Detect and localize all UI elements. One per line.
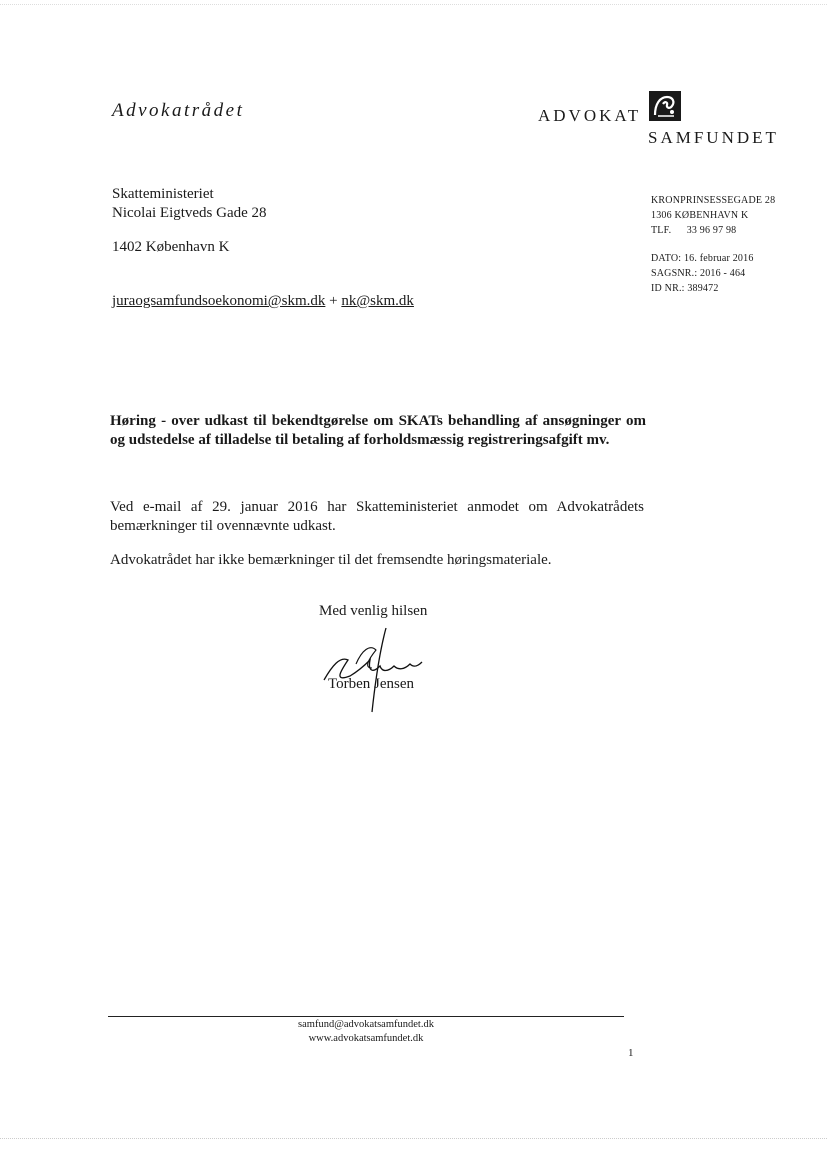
page-edge-top: [0, 4, 827, 6]
page-number: 1: [628, 1047, 634, 1059]
footer-website[interactable]: www.advokatsamfundet.dk: [308, 1033, 424, 1044]
sender-city: 1306 KØBENHAVN K: [651, 210, 749, 221]
footer-email[interactable]: samfund@advokatsamfundet.dk: [298, 1019, 434, 1030]
sender-phone: [651, 223, 736, 239]
footer-divider: [108, 1016, 624, 1017]
signer-name: Torben Jensen: [328, 676, 415, 692]
phone-number: 33 96 97 98: [686, 225, 737, 236]
letter-date: DATO: 16. februar 2016: [651, 253, 754, 264]
recipient-street: Nicolai Eigtveds Gade 28: [112, 205, 267, 221]
handwritten-signature: [310, 620, 440, 715]
recipient-city: 1402 København K: [112, 239, 230, 255]
closing-greeting: Med venlig hilsen: [319, 603, 428, 619]
phone-label: TLF.: [651, 225, 672, 236]
recipient-emails: [112, 293, 414, 310]
logo-word-top: ADVOKAT: [538, 106, 642, 125]
id-number: ID NR.: 389472: [651, 283, 719, 294]
advokatsamfundet-emblem-icon: [648, 90, 682, 122]
letter-subject: Høring - over udkast til bekendtgørelse om SKATs behandling af ansøgninger om og udstedelse af tilladelse til betaling af forholdsmæssig registreringsafgift mv.: [110, 413, 646, 448]
logo-word-bottom: SAMFUNDET: [648, 128, 779, 147]
body-paragraph-1: Ved e-mail af 29. januar 2016 har Skatteministeriet anmodet om Advokatrådets bemærkninger til ovennævnte udkast.: [110, 499, 644, 534]
recipient-name: Skatteministeriet: [112, 186, 214, 202]
case-number: SAGSNR.: 2016 - 464: [651, 268, 746, 279]
sender-street: KRONPRINSESSEGADE 28: [651, 195, 776, 206]
page-edge-bottom: [0, 1138, 827, 1140]
email-separator: +: [329, 293, 338, 309]
body-paragraph-2: Advokatrådet har ikke bemærkninger til det fremsendte høringsmateriale.: [110, 552, 552, 568]
email-link-secondary[interactable]: nk@skm.dk: [341, 293, 414, 309]
email-link-primary[interactable]: juraogsamfundsoekonomi@skm.dk: [112, 293, 326, 309]
council-name: Advokatrådet: [112, 100, 245, 121]
